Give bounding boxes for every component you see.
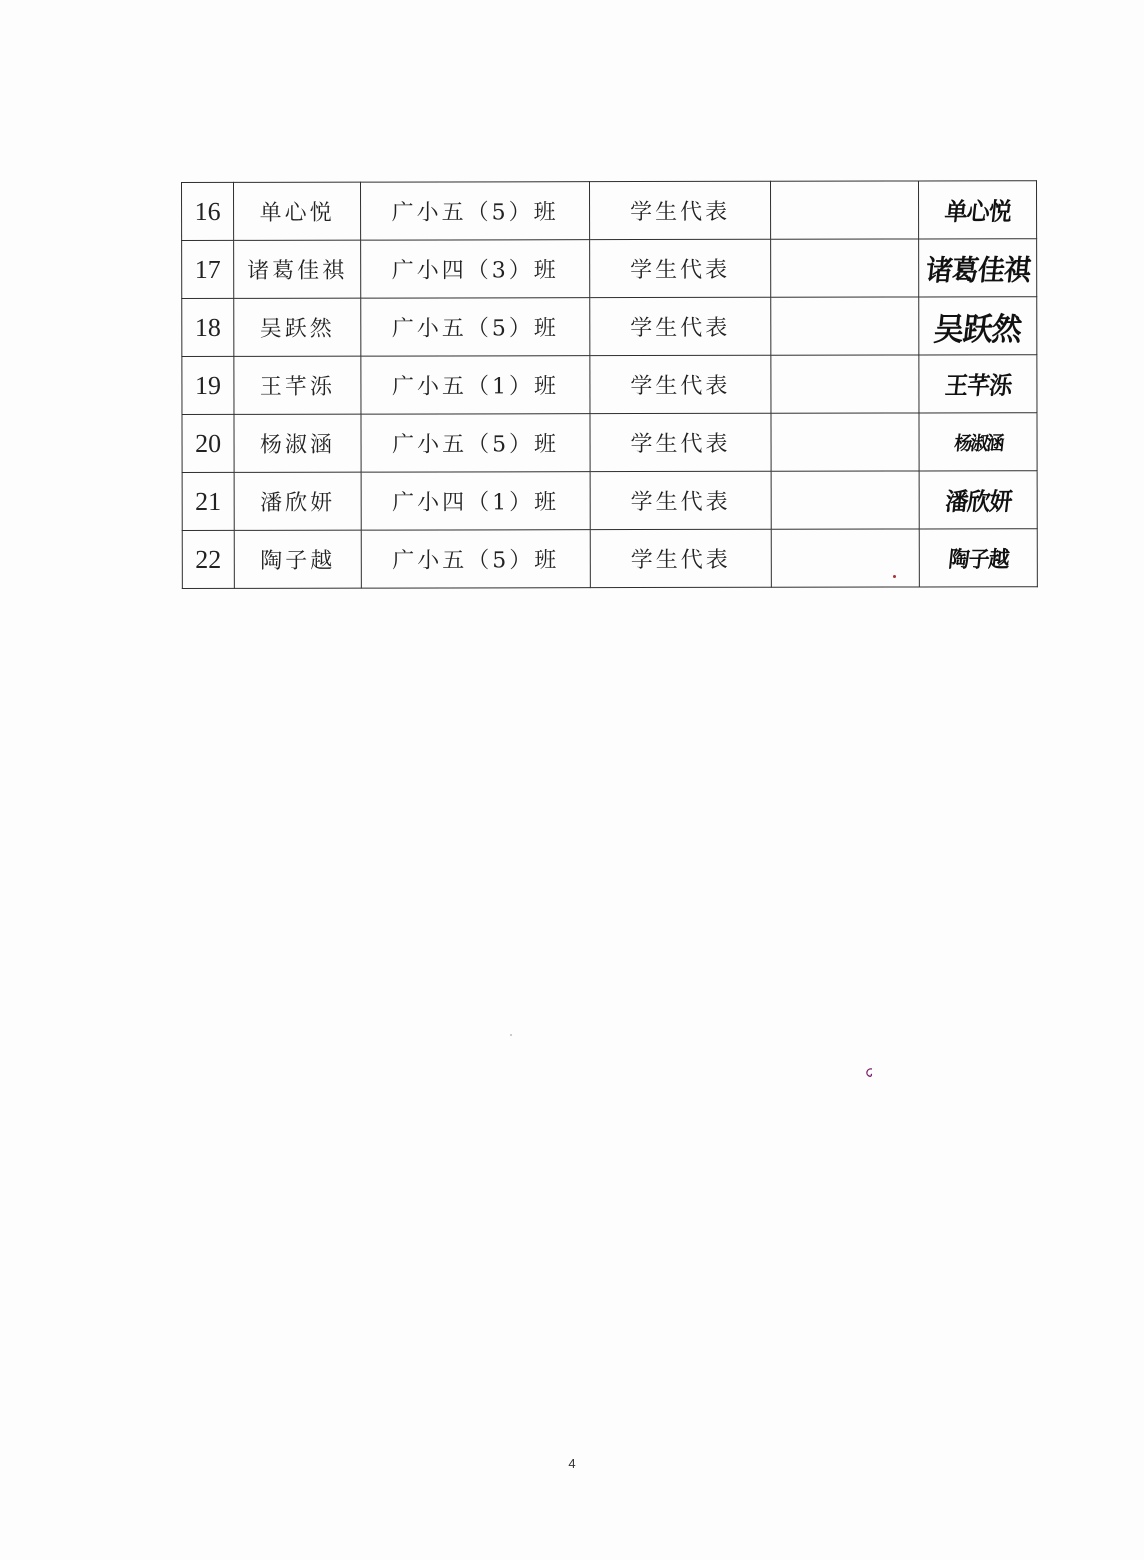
row-number: 21 [182,472,234,530]
table-row [182,355,1037,415]
attendee-class: 广小五（5）班 [361,298,590,356]
attendee-class: 广小五（5）班 [361,182,590,240]
attendee-role: 学生代表 [590,471,771,529]
signature-cell [919,297,1037,355]
handwritten-signature: 杨淑涵 [952,432,1004,455]
handwritten-signature: 单心悦 [942,198,1012,227]
attendee-name: 杨淑涵 [234,414,361,472]
attendee-name: 诸葛佳祺 [234,240,361,298]
handwritten-signature: 陶子越 [946,546,1010,572]
table-row [182,239,1037,299]
table-row [182,181,1037,241]
attendee-role: 学生代表 [590,239,771,297]
handwritten-signature: 诸葛佳祺 [923,254,1032,288]
note-cell [771,355,919,413]
signature-cell [919,471,1037,529]
attendee-role: 学生代表 [590,181,771,239]
note-cell [771,471,919,529]
table-row [182,529,1037,589]
attendee-class: 广小四（1）班 [361,472,590,530]
signature-cell [919,355,1037,413]
handwritten-signature: 吴跃然 [932,311,1023,348]
row-number: 20 [182,414,234,472]
attendee-name: 陶子越 [234,530,361,588]
signature-cell [918,181,1036,239]
table-row [182,471,1037,531]
attendee-table [181,180,1038,589]
note-cell [770,181,918,239]
note-cell [771,239,919,297]
row-number: 18 [182,298,234,356]
attendee-role: 学生代表 [590,297,771,355]
handwritten-signature: 潘欣妍 [943,488,1013,517]
row-number: 17 [182,240,234,298]
note-cell [771,413,919,471]
table-row [182,413,1037,473]
signature-cell [919,529,1037,587]
note-cell [771,529,919,587]
attendee-name: 潘欣妍 [234,472,361,530]
signature-cell [919,413,1037,471]
attendee-class: 广小五（5）班 [361,530,590,588]
row-number: 16 [182,182,234,240]
row-number: 19 [182,356,234,414]
scan-speck [510,1034,512,1036]
attendee-role: 学生代表 [590,529,771,587]
attendee-class: 广小四（3）班 [361,240,590,298]
stray-pen-mark [862,1066,876,1080]
scan-speck [893,575,896,578]
attendee-class: 广小五（5）班 [361,414,590,472]
table-row [182,297,1037,357]
note-cell [771,297,919,355]
page-number: 4 [568,1456,576,1471]
attendee-name: 单心悦 [234,182,361,240]
attendee-name: 王芊泺 [234,356,361,414]
attendee-class: 广小五（1）班 [361,356,590,414]
row-number: 22 [182,530,234,588]
signature-cell [919,239,1037,297]
attendee-role: 学生代表 [590,413,771,471]
attendee-name: 吴跃然 [234,298,361,356]
handwritten-signature: 王芊泺 [943,372,1013,401]
attendee-role: 学生代表 [590,355,771,413]
